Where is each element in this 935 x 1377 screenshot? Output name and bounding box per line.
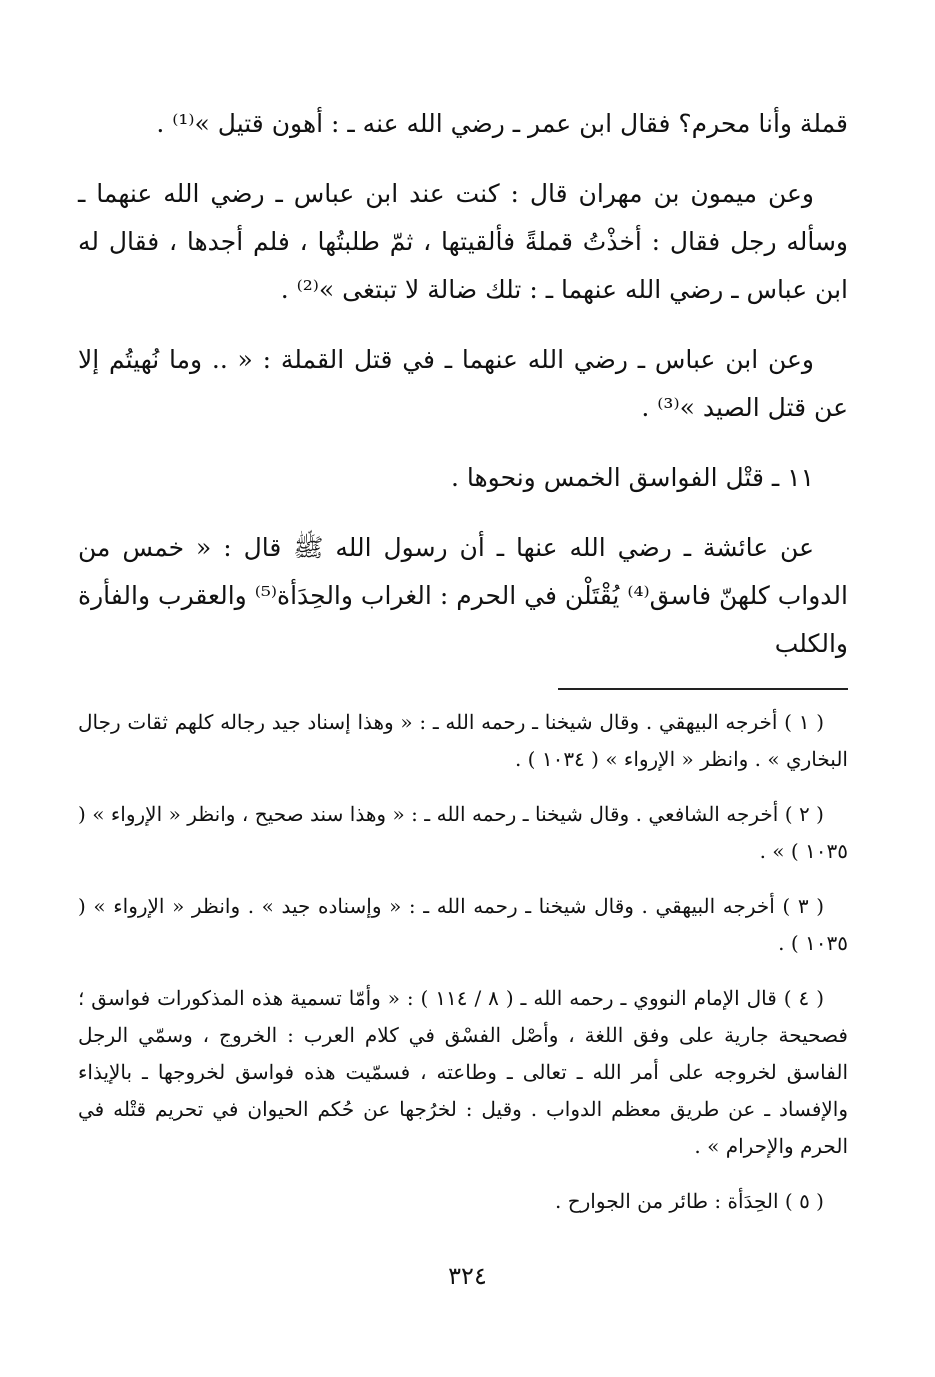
section-heading: ١١ ـ قتْل الفواسق الخمس ونحوها . [450, 463, 814, 492]
paragraph: وعن ميمون بن مهران قال : كنت عند ابن عباس ـ رضي الله عنهما ـ وسأله رجل فقال : أخذْتُ قملةً فألقيتها ، ثمّ طلبتُها ، فلم أجدها ، فقال له ابن عباس ـ رضي الله عنهما ـ : تلك ضالة لا تبتغى »⁽²⁾ . [78, 179, 848, 304]
paragraph: عن عائشة ـ رضي الله عنها ـ أن رسول الله ﷺ قال : « خمس من الدواب كلهنّ فاسق⁽⁴⁾ يُقْتَلْن في الحرم : الغراب والحِدَأة⁽⁵⁾ والعقرب والفأرة والكلب [78, 533, 848, 658]
paragraph: وعن ابن عباس ـ رضي الله عنهما ـ في قتل القملة : « .. وما نُهيتُم إلا عن قتل الصيد »⁽³⁾ . [78, 345, 848, 422]
footnote: ( ٢ ) أخرجه الشافعي . وقال شيخنا ـ رحمه الله ـ : « وهذا سند صحيح ، وانظر « الإرواء » ( ١٠٣٥ ) » . [78, 802, 848, 863]
page-body [78, 100, 848, 1238]
footnote: ( ١ ) أخرجه البيهقي . وقال شيخنا ـ رحمه الله ـ : « وهذا إسناد جيد رجاله كلهم ثقات رجال البخاري » . وانظر « الإرواء » ( ١٠٣٤ ) . [78, 710, 848, 771]
page-number: ٣٢٤ [448, 1262, 487, 1290]
paragraph: قملة وأنا محرم؟ فقال ابن عمر ـ رضي الله عنه ـ : أهون قتيل »⁽¹⁾ . [156, 109, 848, 138]
footnote: ( ٥ ) الحِدَأة : طائر من الجوارح . [555, 1189, 824, 1213]
main-text [78, 100, 848, 668]
footnote-divider [558, 688, 848, 690]
footnote: ( ٤ ) قال الإمام النووي ـ رحمه الله ـ ( ٨ / ١١٤ ) : « وأمّا تسمية هذه المذكورات فواسق ؛ فصحيحة جارية على وفق اللغة ، وأصْل الفسْق في كلام العرب : الخروج ، وسمّي الرجل الفاسق لخروجه على أمر الله ـ تعالى ـ وطاعته ، فسمّيت هذه فواسق لخروجها ـ بالإيذاء والإفساد ـ عن طريق معظم الدواب . وقيل : لخرُجها عن حُكم الحيوان في تحريم قتْله في الحرم والإحرام » . [78, 986, 848, 1158]
footnotes [78, 704, 848, 1220]
footnote: ( ٣ ) أخرجه البيهقي . وقال شيخنا ـ رحمه الله ـ : « وإسناده جيد » . وانظر « الإرواء » ( ١٠٣٥ ) . [78, 894, 848, 955]
